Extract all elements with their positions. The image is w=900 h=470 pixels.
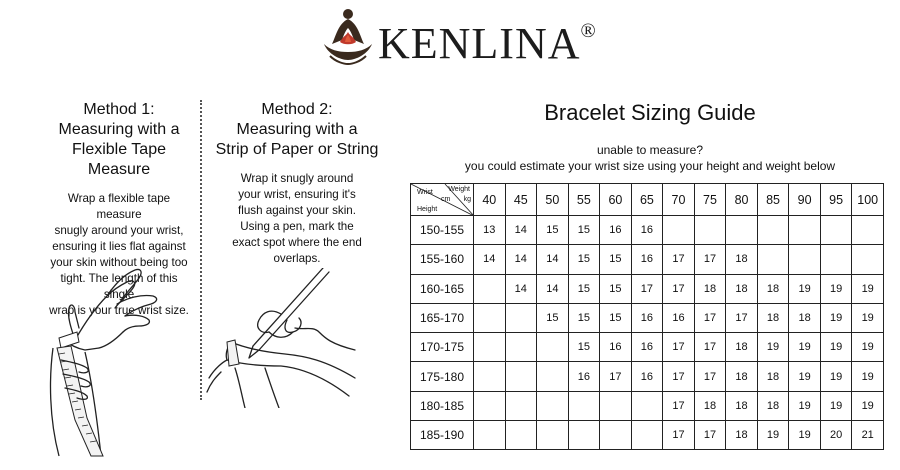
wrist-size-cell	[474, 274, 506, 303]
weight-header: 90	[789, 184, 821, 216]
wrist-size-cell: 18	[757, 274, 789, 303]
weight-header: 100	[852, 184, 884, 216]
table-row	[411, 391, 884, 420]
wrist-size-cell	[474, 333, 506, 362]
height-range-cell: 160-165	[411, 274, 474, 303]
wrist-size-cell	[631, 391, 663, 420]
wrist-size-cell	[631, 421, 663, 450]
wrist-size-cell	[663, 216, 695, 245]
wrist-size-cell: 17	[694, 245, 726, 274]
wrist-size-cell: 17	[663, 362, 695, 391]
weight-header: 45	[505, 184, 537, 216]
wrist-size-cell: 19	[789, 421, 821, 450]
wrist-size-cell: 19	[789, 333, 821, 362]
wrist-size-cell	[600, 421, 632, 450]
wrist-size-cell	[694, 216, 726, 245]
wrist-size-cell	[789, 216, 821, 245]
height-range-cell: 155-160	[411, 245, 474, 274]
wrist-size-cell: 19	[820, 303, 852, 332]
height-range-cell: 175-180	[411, 362, 474, 391]
wrist-size-cell: 15	[568, 245, 600, 274]
wrist-size-cell: 17	[663, 245, 695, 274]
wrist-size-cell: 18	[726, 391, 758, 420]
wrist-size-cell: 16	[568, 362, 600, 391]
method-2-section	[212, 100, 382, 267]
sizing-table	[410, 183, 884, 450]
wrist-size-cell	[474, 362, 506, 391]
wrist-size-cell: 19	[820, 391, 852, 420]
lotus-hands-logo-icon	[318, 4, 378, 68]
wrist-size-cell	[505, 391, 537, 420]
wrist-size-cell: 15	[600, 274, 632, 303]
wrist-size-cell: 16	[631, 245, 663, 274]
height-range-cell: 150-155	[411, 216, 474, 245]
wrist-size-cell	[537, 333, 569, 362]
wrist-size-cell	[474, 391, 506, 420]
wrist-size-cell: 20	[820, 421, 852, 450]
height-range-cell: 180-185	[411, 391, 474, 420]
hand-tape-measure-illustration	[45, 268, 195, 458]
wrist-size-cell: 19	[820, 274, 852, 303]
wrist-size-cell	[600, 391, 632, 420]
wrist-size-cell: 15	[568, 274, 600, 303]
height-range-cell: 185-190	[411, 421, 474, 450]
wrist-size-cell: 19	[852, 274, 884, 303]
wrist-size-cell: 14	[505, 245, 537, 274]
wrist-size-cell: 18	[694, 274, 726, 303]
method-2-title: Method 2: Measuring with a Strip of Paper or String	[215, 101, 379, 158]
wrist-size-cell: 17	[694, 303, 726, 332]
wrist-size-cell: 14	[505, 274, 537, 303]
wrist-size-cell: 19	[820, 333, 852, 362]
method-1-text: Wrap a flexible tape measure snugly around your wrist, ensuring it lies flat against your skin without being too tight. The length of this single wrap is your true wrist size.	[49, 192, 189, 317]
height-range-cell: 170-175	[411, 333, 474, 362]
wrist-size-cell: 16	[600, 216, 632, 245]
guide-note: unable to measure? you could estimate your wrist size using your height and weight below	[464, 143, 836, 173]
wrist-size-cell: 17	[631, 274, 663, 303]
wrist-size-cell	[537, 391, 569, 420]
weight-header: 60	[600, 184, 632, 216]
wrist-size-cell	[505, 362, 537, 391]
table-header-row	[411, 184, 884, 216]
wrist-size-cell: 19	[852, 303, 884, 332]
wrist-size-cell	[789, 245, 821, 274]
wrist-size-cell: 16	[600, 333, 632, 362]
table-row	[411, 333, 884, 362]
wrist-size-cell: 18	[757, 303, 789, 332]
wrist-size-cell: 18	[694, 391, 726, 420]
wrist-size-cell: 17	[694, 333, 726, 362]
weight-header: 50	[537, 184, 569, 216]
method-2-text: Wrap it snugly around your wrist, ensuring it's flush against your skin. Using a pen, mark the exact spot where the end overlaps.	[232, 172, 362, 265]
wrist-size-cell: 14	[505, 216, 537, 245]
weight-header: 75	[694, 184, 726, 216]
wrist-size-cell: 19	[789, 274, 821, 303]
wrist-size-cell: 15	[537, 303, 569, 332]
weight-header: 65	[631, 184, 663, 216]
wrist-size-cell: 14	[474, 245, 506, 274]
wrist-size-cell: 18	[726, 362, 758, 391]
wrist-size-cell	[537, 421, 569, 450]
weight-header: 85	[757, 184, 789, 216]
wrist-size-cell: 14	[537, 274, 569, 303]
wrist-size-cell: 18	[726, 333, 758, 362]
wrist-size-cell: 15	[537, 216, 569, 245]
wrist-size-cell: 17	[663, 391, 695, 420]
wrist-size-cell	[820, 245, 852, 274]
weight-header: 40	[474, 184, 506, 216]
wrist-size-cell: 19	[852, 362, 884, 391]
wrist-size-cell: 16	[631, 303, 663, 332]
wrist-size-cell	[537, 362, 569, 391]
wrist-size-cell: 19	[820, 362, 852, 391]
wrist-size-cell: 18	[726, 274, 758, 303]
guide-title: Bracelet Sizing Guide	[544, 100, 756, 125]
wrist-size-cell: 15	[600, 303, 632, 332]
wrist-size-cell	[726, 216, 758, 245]
hand-paper-strip-illustration	[205, 268, 365, 408]
wrist-size-cell: 19	[789, 391, 821, 420]
wrist-size-cell: 19	[789, 362, 821, 391]
wrist-size-cell: 17	[726, 303, 758, 332]
wrist-size-cell: 15	[568, 216, 600, 245]
wrist-size-cell: 16	[631, 333, 663, 362]
wrist-size-cell: 17	[600, 362, 632, 391]
height-range-cell: 165-170	[411, 303, 474, 332]
wrist-size-cell: 18	[757, 362, 789, 391]
weight-header: 55	[568, 184, 600, 216]
table-row	[411, 245, 884, 274]
wrist-size-cell	[757, 216, 789, 245]
wrist-size-cell: 15	[568, 333, 600, 362]
wrist-size-cell	[505, 303, 537, 332]
method-1-title: Method 1: Measuring with a Flexible Tape Measure	[58, 101, 180, 178]
weight-header: 70	[663, 184, 695, 216]
table-row	[411, 274, 884, 303]
wrist-size-cell	[757, 245, 789, 274]
wrist-size-cell: 16	[631, 362, 663, 391]
brand-name: KENLINA®	[378, 19, 597, 68]
wrist-size-cell: 18	[789, 303, 821, 332]
table-row	[411, 421, 884, 450]
wrist-size-cell: 16	[663, 303, 695, 332]
wrist-size-cell	[820, 216, 852, 245]
wrist-size-cell: 17	[663, 274, 695, 303]
wrist-size-cell	[474, 303, 506, 332]
table-row	[411, 216, 884, 245]
wrist-size-cell: 17	[694, 421, 726, 450]
section-divider	[200, 100, 202, 400]
wrist-size-cell: 18	[726, 421, 758, 450]
wrist-size-cell: 19	[852, 333, 884, 362]
wrist-size-cell: 15	[568, 303, 600, 332]
wrist-size-cell: 17	[694, 362, 726, 391]
table-row	[411, 303, 884, 332]
table-corner-cell: Wrist Weight cm kg Height	[411, 184, 474, 216]
wrist-size-cell	[568, 421, 600, 450]
wrist-size-cell: 17	[663, 421, 695, 450]
wrist-size-cell	[852, 216, 884, 245]
wrist-size-cell	[568, 391, 600, 420]
wrist-size-cell: 15	[600, 245, 632, 274]
table-body	[411, 216, 884, 450]
wrist-size-cell: 19	[852, 391, 884, 420]
wrist-size-cell: 14	[537, 245, 569, 274]
table-row	[411, 362, 884, 391]
wrist-size-cell: 19	[757, 421, 789, 450]
wrist-size-cell: 13	[474, 216, 506, 245]
wrist-size-cell	[474, 421, 506, 450]
wrist-size-cell: 21	[852, 421, 884, 450]
wrist-size-cell: 19	[757, 333, 789, 362]
weight-header: 80	[726, 184, 758, 216]
weight-header: 95	[820, 184, 852, 216]
wrist-size-cell	[505, 333, 537, 362]
brand-logo	[318, 4, 618, 68]
wrist-size-cell: 18	[726, 245, 758, 274]
wrist-size-cell	[505, 421, 537, 450]
wrist-size-cell	[852, 245, 884, 274]
wrist-size-cell: 18	[757, 391, 789, 420]
wrist-size-cell: 17	[663, 333, 695, 362]
wrist-size-cell: 16	[631, 216, 663, 245]
